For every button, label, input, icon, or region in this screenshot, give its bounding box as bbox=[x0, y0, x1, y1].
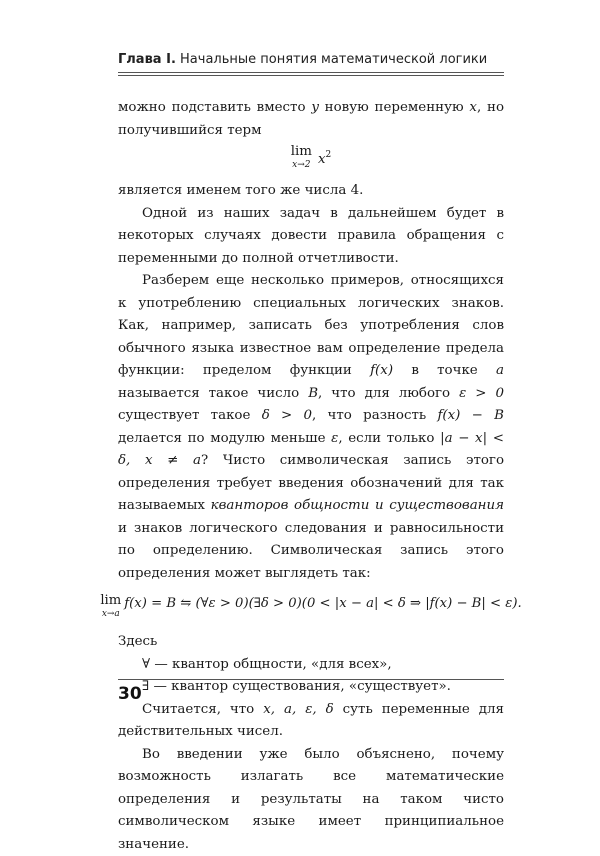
chapter-label: Глава I. bbox=[118, 52, 176, 67]
paragraph: Считается, что x, a, ε, δ суть переменные для действительных чисел. bbox=[118, 699, 504, 744]
chapter-title: Начальные понятия математической логики bbox=[180, 52, 487, 67]
page-number: 30 bbox=[118, 684, 142, 704]
footer-rule bbox=[118, 679, 504, 680]
limit-display: lim x→2 $x^2$ bbox=[118, 144, 504, 180]
paragraph: Во введении уже было объяснено, почему возможность излагать все математические определения и результаты на таком чисто символическом языке имеет принципиальное значение. bbox=[118, 744, 504, 856]
quantifier-exists-line: ∃ — квантор существования, «существует». bbox=[118, 676, 504, 699]
running-header bbox=[118, 52, 504, 67]
page-body bbox=[118, 97, 504, 856]
quantifier-forall-line: ∀ — квантор общности, «для всех», bbox=[118, 654, 504, 677]
paragraph: Разберем еще несколько примеров, относящихся к употреблению специальных логических знаков. Как, например, записать без употребления слов обычного языка известное вам определение предела функции: пределом функции f(x) в точке a называется такое число B, что для любого ε > 0 существует такое δ > 0, что разность f(x) − B делается по модулю меньше ε, если только |a − x| < δ, x ≠ a? Чисто символическая запись этого определения требует введения обозначений для так называемых кванторов общности и существования и знаков логического следования и равносильности по определению. Символическая запись этого определения может выглядеть так: bbox=[118, 270, 504, 585]
header-rule-top bbox=[118, 72, 504, 73]
paragraph: является именем того же числа 4. bbox=[118, 180, 504, 203]
header-rule-bottom bbox=[118, 75, 504, 76]
limit-definition-formula: lim x→a f(x) = B ⇋ (∀ε > 0)(∃δ > 0)(0 < |x − a| < δ ⇒ |f(x) − B| < ε). bbox=[118, 593, 504, 627]
paragraph: Одной из наших задач в дальнейшем будет в некоторых случаях довести правила обращения с переменными до полной отчетливости. bbox=[118, 203, 504, 271]
paragraph: Здесь bbox=[118, 631, 504, 654]
paragraph: можно подставить вместо y новую переменную x, но получившийся терм bbox=[118, 97, 504, 142]
